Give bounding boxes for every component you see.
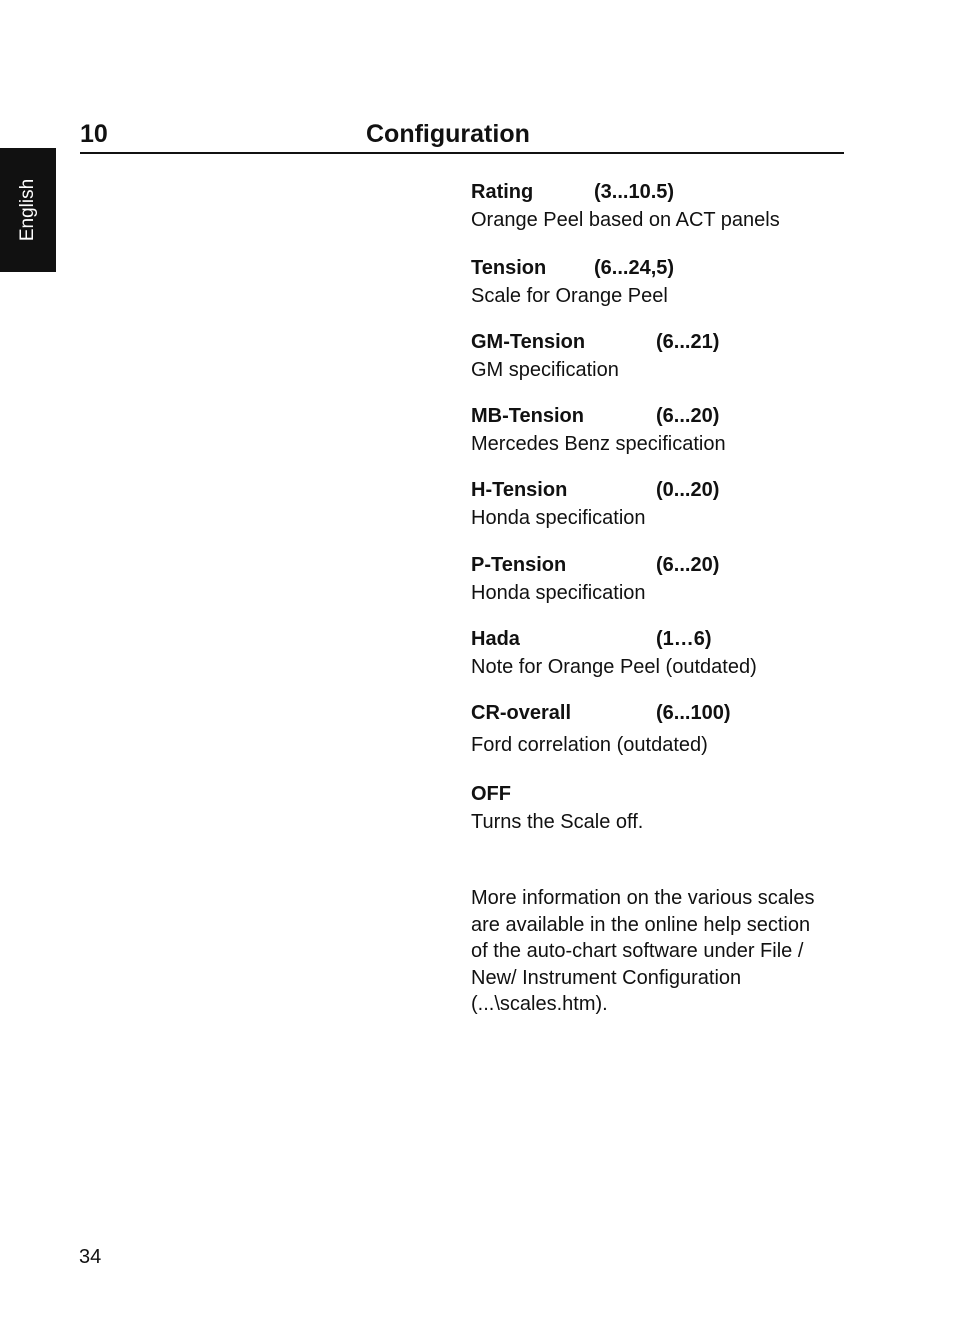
scale-name: P-Tension [471,554,567,576]
scale-entry-off [471,783,851,835]
scale-entry-h-tension [471,479,851,531]
note-line: are available in the online help section [471,913,811,936]
chapter-header [80,118,844,154]
scale-description: Note for Orange Peel (outdated) [471,656,757,678]
note-line: of the auto-chart software under File / [471,940,804,962]
scale-range: (1…6) [656,628,712,650]
scale-entry-mb-tension [471,405,851,457]
scale-description: Mercedes Benz specification [471,433,726,455]
more-info-note [471,885,841,1018]
scale-name: H-Tension [471,479,568,501]
scale-name: Hada [471,628,520,650]
chapter-number: 10 [80,120,108,148]
scale-range: (6...21) [656,331,720,353]
scale-name: MB-Tension [471,405,584,427]
note-line: (...\scales.htm). [471,993,608,1015]
scale-range: (3...10.5) [594,181,675,203]
scale-description: Scale for Orange Peel [471,285,668,307]
chapter-title: Configuration [366,120,530,148]
scale-entry-hada [471,628,851,680]
scale-description: Honda specification [471,507,646,529]
note-line: More information on the various scales [471,887,815,909]
scale-entry-gm-tension [471,331,851,383]
scale-name: OFF [471,783,511,805]
scale-description: Honda specification [471,582,646,604]
scale-name: Tension [471,257,547,279]
scale-name: Rating [471,181,534,203]
language-tab [0,148,56,272]
scale-entry-p-tension [471,554,851,606]
scale-description: GM specification [471,359,619,381]
scale-description: Orange Peel based on ACT panels [471,209,780,231]
scale-entry-tension [471,257,851,309]
scale-name: GM-Tension [471,331,586,353]
scale-name: CR-overall [471,702,572,724]
scale-range: (6...24,5) [594,257,675,279]
scale-description: Ford correlation (outdated) [471,734,708,756]
scale-range: (6...20) [656,405,720,427]
language-label: English [17,178,38,242]
scale-entry-rating [471,181,851,233]
scale-range: (6...20) [656,554,720,576]
scale-range: (6...100) [656,702,731,724]
scale-range: (0...20) [656,479,720,501]
scale-entry-cr-overall [471,702,851,758]
note-line: New/ Instrument Configuration [471,966,742,989]
scale-description: Turns the Scale off. [471,811,644,833]
page-number: 34 [79,1246,102,1268]
